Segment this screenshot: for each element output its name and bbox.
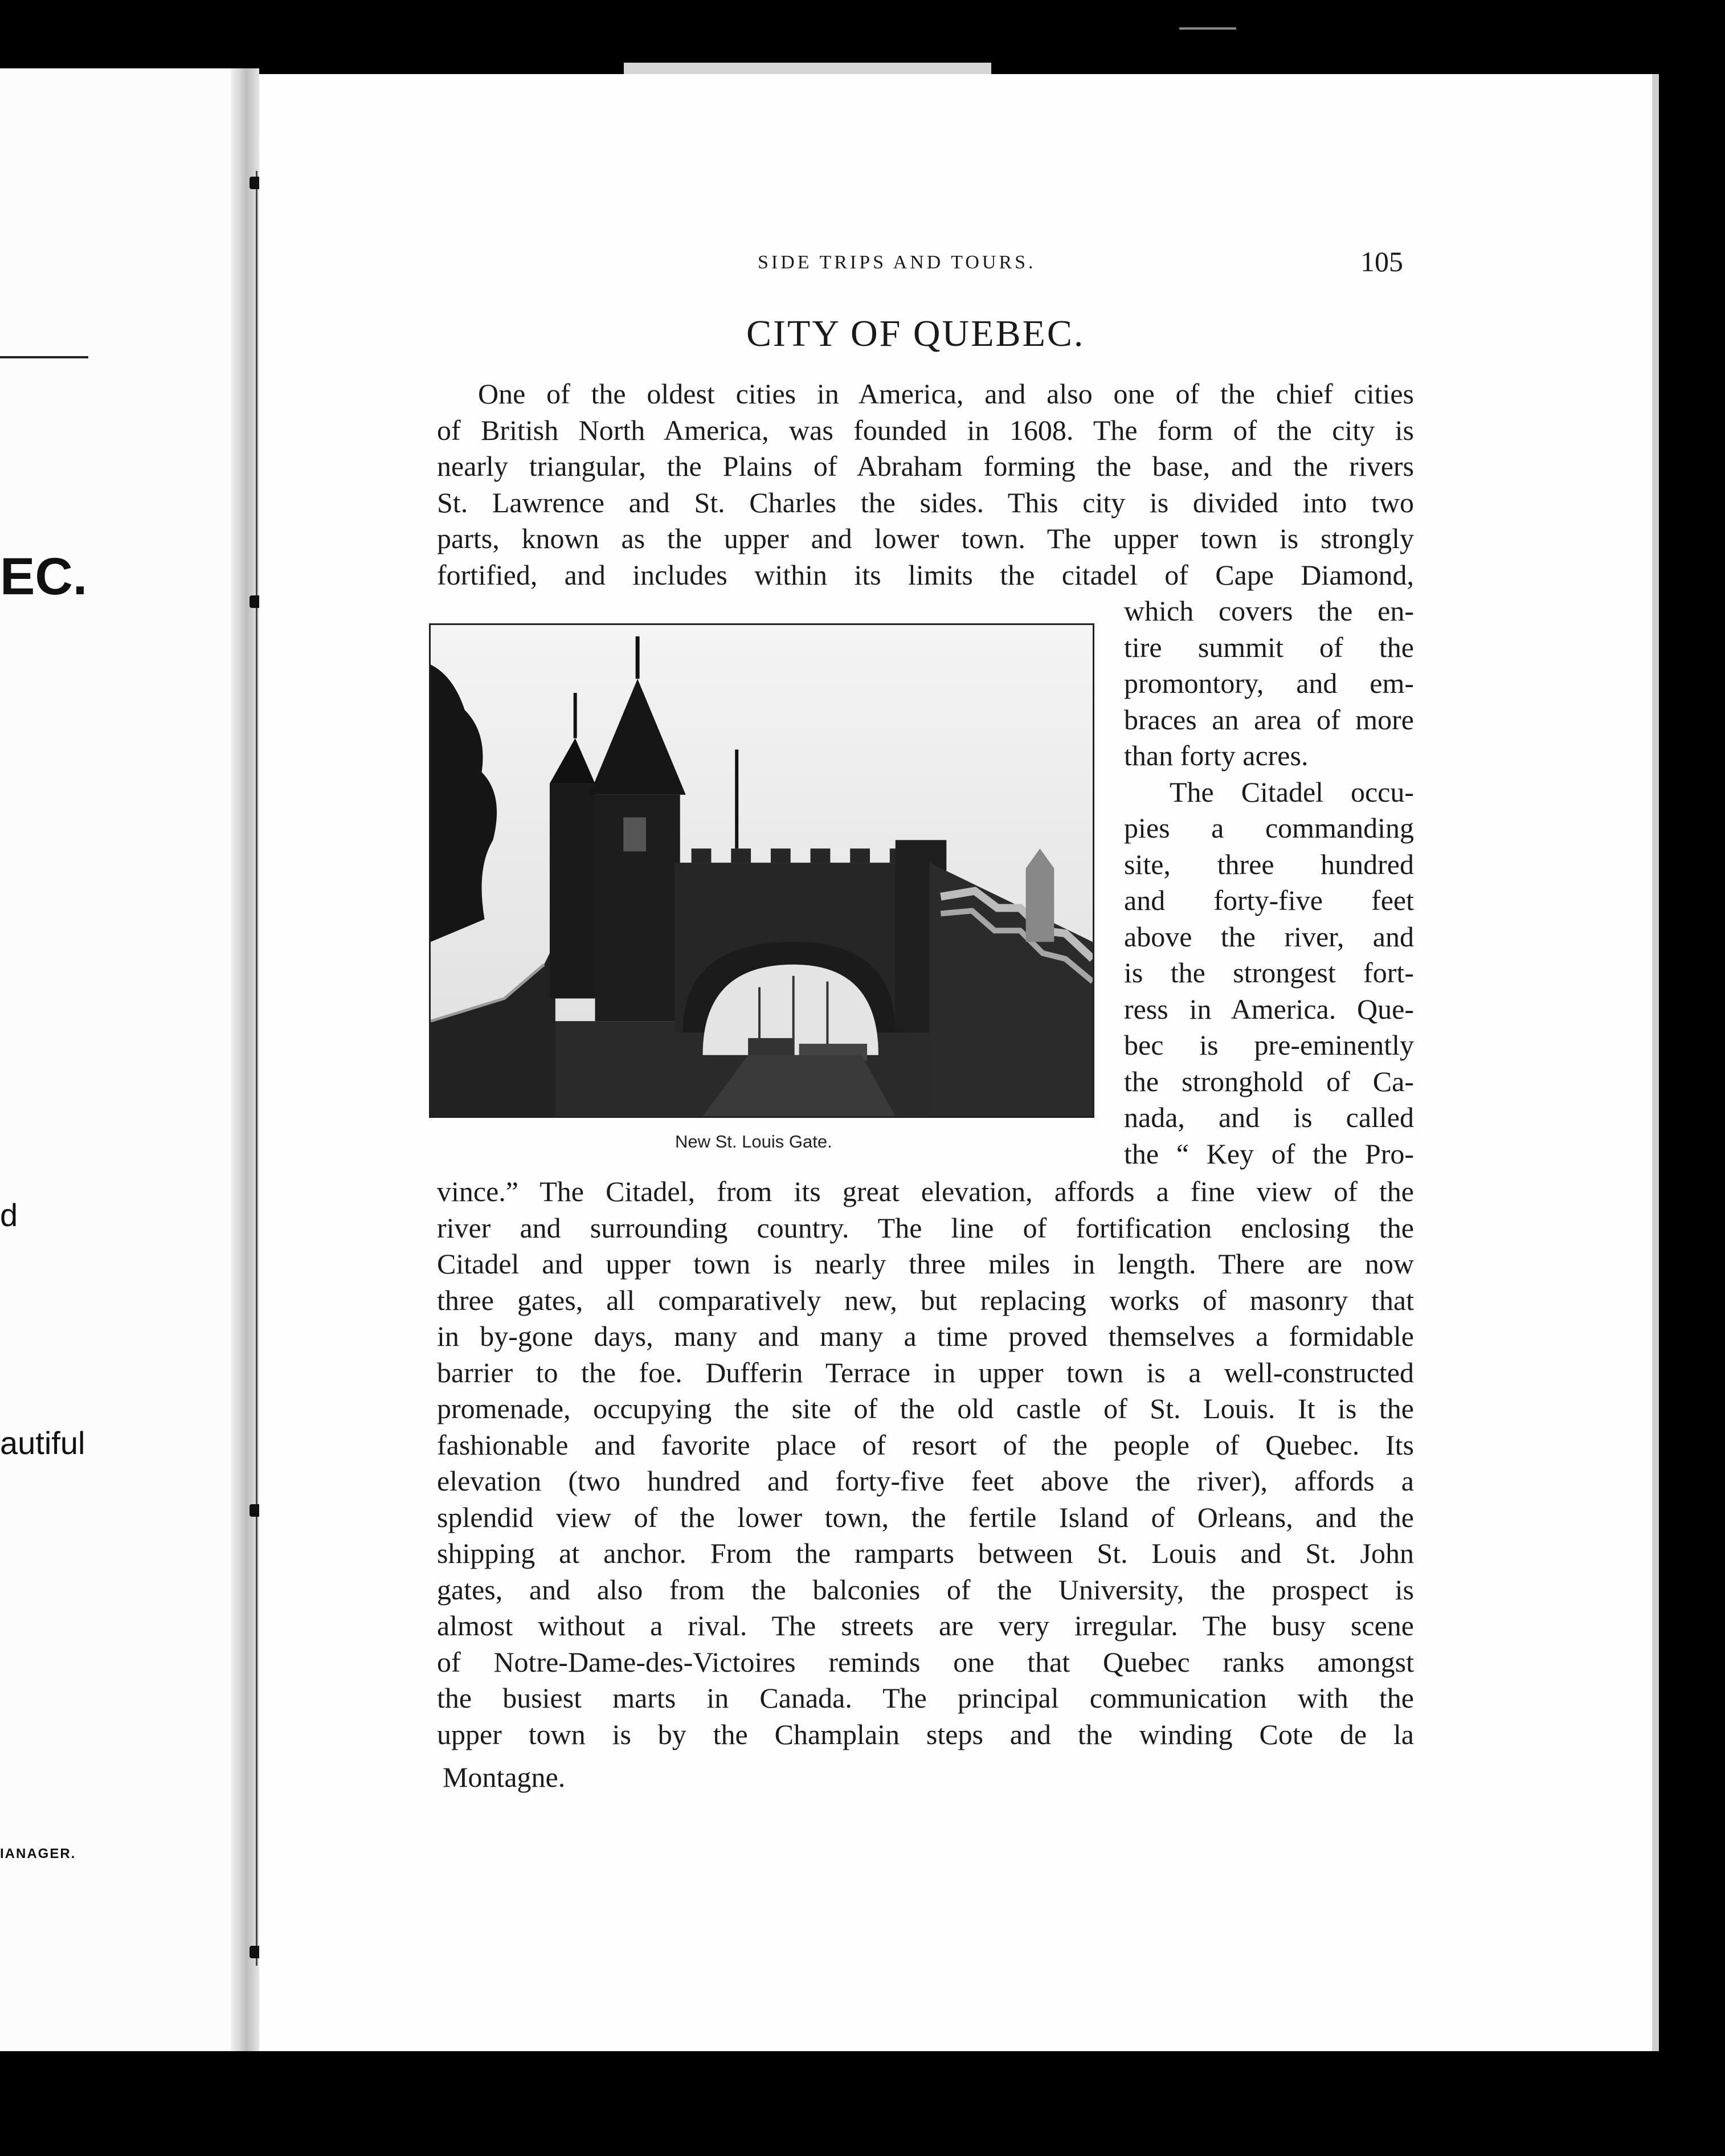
figure-caption: New St. Louis Gate.	[675, 1132, 832, 1152]
facing-page-rule	[0, 356, 88, 358]
text-line: ress in America. Que-	[1124, 993, 1414, 1025]
text-line: pies a commanding	[1124, 812, 1414, 844]
text-line: elevation (two hundred and forty-five feet above the river), affords a	[437, 1465, 1414, 1497]
text-line: bec is pre-eminently	[1124, 1029, 1414, 1061]
text-line: nearly triangular, the Plains of Abraham forming the base, and the rivers	[437, 450, 1414, 482]
text-line: The Citadel occu-	[1170, 775, 1414, 808]
text-line: than forty acres.	[1124, 740, 1309, 771]
text-line: in by-gone days, many and many a time proved themselves a formidable	[437, 1320, 1414, 1352]
text-line: barrier to the foe. Dufferin Terrace in upper town is a well-constructed	[437, 1356, 1414, 1389]
text-line: the busiest marts in Canada. The principal communication with the	[437, 1682, 1414, 1714]
text-line: promenade, occupying the site of the old castle of St. Louis. It is the	[437, 1393, 1414, 1424]
wrapped-text-column	[1124, 593, 1414, 1172]
text-line: upper town is by the Champlain steps and the winding Cote de la	[437, 1718, 1414, 1750]
text-line: is the strongest fort-	[1124, 957, 1414, 989]
text-line: One of the oldest cities in America, and also one of the chief cities	[478, 378, 1414, 410]
facing-page-fragment	[0, 68, 231, 2051]
text-line: which covers the en-	[1124, 595, 1414, 627]
facing-page-heading-fragment: EC.	[0, 548, 88, 606]
intro-paragraph	[437, 376, 1414, 593]
binding-thread	[256, 171, 257, 1966]
text-line: the “ Key of the Pro-	[1124, 1137, 1414, 1170]
text-line: Citadel and upper town is nearly three miles in length. There are now	[437, 1248, 1414, 1280]
continued-paragraph	[437, 1174, 1414, 1753]
facing-page-text-fragment: d	[0, 1197, 18, 1233]
text-line: river and surrounding country. The line of fortification enclosing the	[437, 1211, 1414, 1244]
text-line: gates, and also from the balconies of the University, the prospect is	[437, 1573, 1414, 1606]
text-line: three gates, all comparatively new, but replacing works of masonry that	[437, 1284, 1414, 1316]
text-line: above the river, and	[1124, 920, 1414, 953]
page-number: 105	[1360, 246, 1403, 277]
text-line: vince.” The Citadel, from its great elevation, affords a fine view of the	[437, 1175, 1414, 1207]
scan-mark	[1179, 27, 1236, 30]
text-line: and forty-five feet	[1124, 884, 1414, 916]
article-title: CITY OF QUEBEC.	[746, 313, 1085, 354]
facing-page-footer-fragment: IANAGER.	[0, 1846, 76, 1861]
text-line: St. Lawrence and St. Charles the sides. This city is divided into two	[437, 486, 1414, 518]
page-top-strip	[624, 63, 991, 75]
text-line: nada, and is called	[1124, 1101, 1414, 1133]
text-line: fortified, and includes within its limits the citadel of Cape Diamond,	[437, 558, 1414, 591]
text-line: fashionable and favorite place of resort of the people of Quebec. Its	[437, 1428, 1414, 1461]
gate-photo-illustration	[431, 625, 1093, 1116]
text-line: almost without a rival. The streets are very irregular. The busy scene	[437, 1610, 1414, 1642]
book-gutter	[231, 68, 259, 2051]
text-line: promontory, and em-	[1124, 667, 1414, 699]
text-line: site, three hundred	[1124, 848, 1414, 880]
text-line: tire summit of the	[1124, 631, 1414, 663]
running-head: SIDE TRIPS AND TOURS.	[758, 252, 1036, 273]
text-line: of Notre-Dame-des-Victoires reminds one that Quebec ranks amongst	[437, 1645, 1414, 1678]
text-line: of British North America, was founded in 1608. The form of the city is	[437, 414, 1414, 446]
text-line: shipping at anchor. From the ramparts between St. Louis and St. John	[437, 1537, 1414, 1569]
text-line: parts, known as the upper and lower town. The upper town is strongly	[437, 522, 1414, 554]
st-louis-gate-photo	[429, 623, 1094, 1118]
page-edge	[1652, 74, 1659, 2051]
facing-page-text-fragment: autiful	[0, 1425, 85, 1461]
final-line: Montagne.	[443, 1761, 566, 1793]
text-line: splendid view of the lower town, the fertile Island of Orleans, and the	[437, 1501, 1414, 1533]
text-line: braces an area of more	[1124, 703, 1414, 736]
text-line: the stronghold of Ca-	[1124, 1065, 1414, 1097]
